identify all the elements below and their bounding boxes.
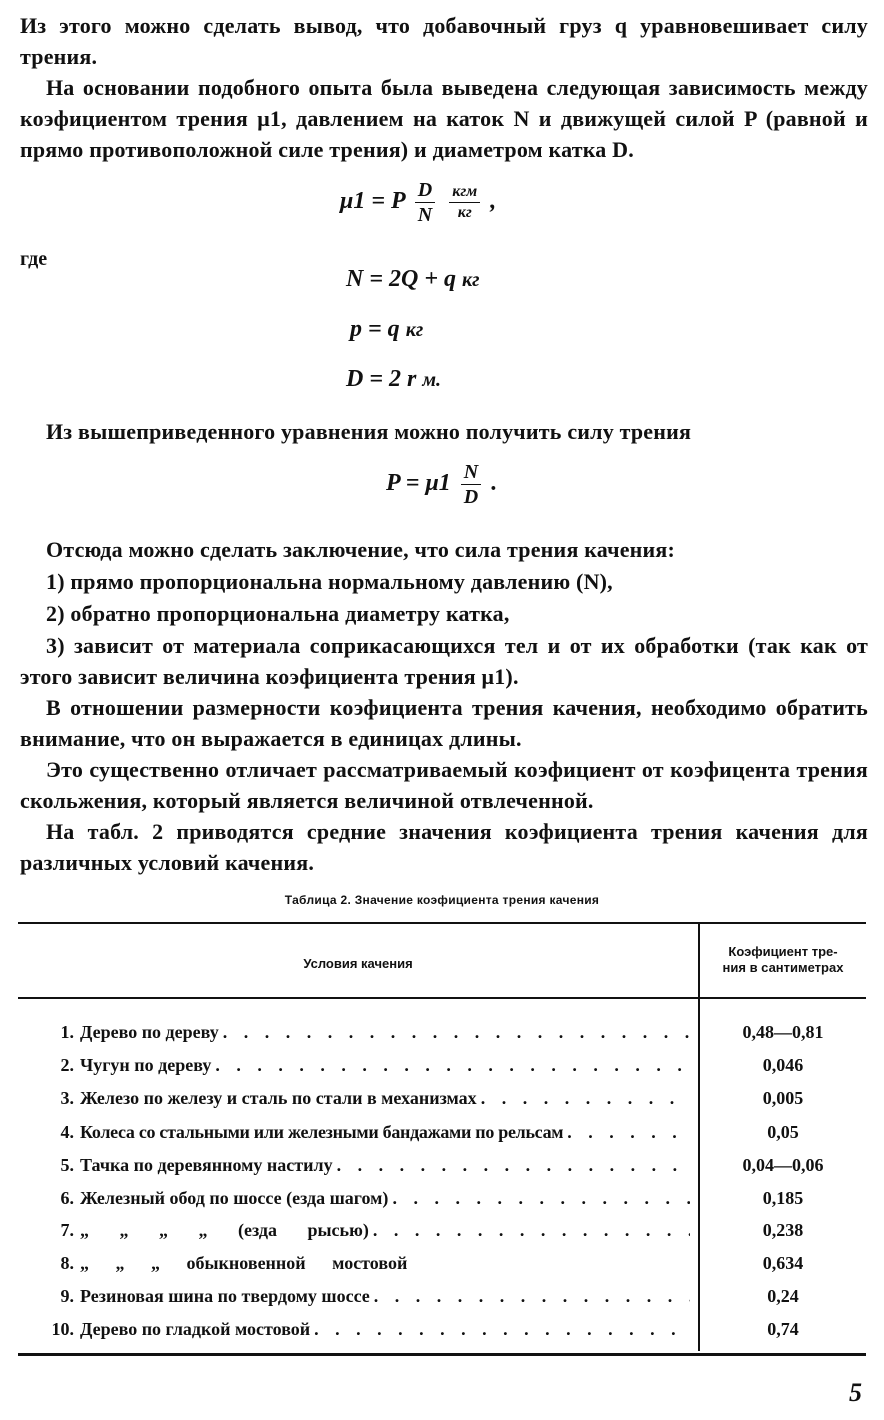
paragraph-4: Отсюда можно сделать заключение, что сила трения качения: — [46, 537, 676, 562]
formula-d-text: D = 2 r — [346, 366, 417, 392]
formula-force-tail: . — [491, 470, 498, 497]
row-leader-dots — [314, 1313, 690, 1345]
paragraph-7: На табл. 2 приводятся средние значения коэфициента трения качения для различных условий качения. — [20, 819, 868, 875]
table-row — [44, 1247, 698, 1279]
table-row — [44, 1116, 698, 1148]
row-leader-dots — [223, 1016, 690, 1048]
row-condition: „ „ „ обыкновенной мостовой — [80, 1253, 408, 1273]
row-condition: Дерево по дереву — [80, 1022, 219, 1042]
formula-n — [346, 266, 480, 293]
row-leader-dots — [481, 1082, 690, 1114]
table-header-coefficient-line2: ния в сантиметрах — [722, 960, 844, 975]
paragraph-5: В отношении размерности коэфициента трения качения, необходимо обратить внимание, что он выражается в единицах длины. — [20, 695, 868, 751]
formula-force-num: N — [461, 460, 481, 485]
row-value: 0,185 — [762, 1188, 804, 1208]
row-condition: Колеса со стальными или железными бандажами по рельсам — [80, 1122, 564, 1142]
row-condition: Дерево по гладкой мостовой — [80, 1319, 311, 1339]
formula-n-text: N = 2Q + q — [346, 266, 457, 292]
formula-mu-unit-den: кг — [457, 204, 472, 221]
formula-mu-fraction — [415, 178, 435, 227]
row-value: 0,05 — [767, 1122, 799, 1142]
list-item-2: 2) обратно пропорциональна диаметру катка, — [46, 601, 510, 626]
table-caption: Таблица 2. Значение коэфициента трения качения — [284, 893, 600, 907]
formula-force-lhs: P = μ1 — [386, 470, 451, 497]
row-number: 9. — [60, 1286, 74, 1306]
row-number: 3. — [60, 1088, 74, 1108]
table-header-rule — [18, 997, 866, 999]
row-value: 0,24 — [767, 1286, 799, 1306]
formula-p — [350, 316, 423, 343]
formula-mu-lhs: μ1 = P — [340, 188, 405, 215]
table-bottom-rule — [18, 1353, 866, 1356]
formula-d-unit: м. — [422, 369, 442, 391]
row-number: 8. — [60, 1253, 74, 1273]
row-leader-dots — [392, 1182, 690, 1214]
row-number: 7. — [60, 1220, 74, 1240]
table-header-conditions: Условия качения — [303, 956, 413, 971]
row-number: 4. — [60, 1122, 74, 1142]
row-condition: Железо по железу и сталь по стали в механизмах — [80, 1088, 477, 1108]
formula-mu — [340, 178, 496, 227]
table-row — [44, 1182, 698, 1214]
row-number: 2. — [60, 1055, 74, 1075]
row-value: 0,74 — [767, 1319, 799, 1339]
row-value: 0,634 — [762, 1253, 804, 1273]
table-header-coefficient — [700, 944, 866, 976]
formula-p-text: p = q — [350, 316, 400, 342]
row-number: 1. — [60, 1022, 74, 1042]
paragraph-1: Из этого можно сделать вывод, что добавочный груз q уравновешивает силу трения. — [20, 13, 868, 69]
table-row — [44, 1082, 698, 1114]
table-header-coefficient-line1: Коэфициент тре- — [728, 944, 838, 959]
row-condition: Тачка по деревянному настилу — [80, 1155, 333, 1175]
page-number: 5 — [849, 1378, 862, 1407]
formula-force-fraction — [461, 460, 481, 509]
formula-mu-unit-num: кгм — [449, 182, 480, 203]
list-item-3: 3) зависит от материала соприкасающихся тел и от их обработки (так как от этого зависит величина коэфициента трения μ1). — [20, 633, 868, 689]
formula-mu-num: D — [415, 178, 435, 203]
table-row — [44, 1214, 698, 1246]
formula-force — [386, 460, 497, 509]
row-value: 0,046 — [762, 1055, 804, 1075]
table-row — [44, 1049, 698, 1081]
formula-force-den: D — [463, 486, 479, 508]
table-row — [44, 1016, 698, 1048]
formula-p-unit: кг — [405, 319, 424, 341]
row-value: 0,238 — [762, 1220, 804, 1240]
row-number: 5. — [60, 1155, 74, 1175]
table-row — [44, 1149, 698, 1181]
formula-n-unit: кг — [462, 269, 480, 291]
row-value: 0,04—0,06 — [742, 1155, 824, 1175]
table-row — [44, 1280, 698, 1312]
row-leader-dots — [337, 1149, 690, 1181]
formula-d — [346, 366, 441, 393]
row-leader-dots — [373, 1214, 690, 1246]
row-leader-dots — [374, 1280, 690, 1312]
row-condition: „ „ „ „ (езда рысью) — [80, 1220, 369, 1240]
formula-mu-unit — [449, 182, 480, 223]
paragraph-3: Из вышеприведенного уравнения можно получить силу трения — [46, 419, 692, 444]
row-number: 6. — [60, 1188, 74, 1208]
formula-mu-den: N — [417, 204, 433, 226]
row-value: 0,48—0,81 — [742, 1022, 824, 1042]
paragraph-2: На основании подобного опыта была выведена следующая зависимость между коэфициентом трения μ1, давлением на каток N и движущей силой P (равной и прямо противоположной силе трения) и диаметром катка D. — [20, 75, 868, 162]
paragraph-6: Это существенно отличает рассматриваемый коэфициент от коэфицента трения скольжения, который является величиной отвлеченной. — [20, 757, 868, 813]
row-leader-dots — [215, 1049, 690, 1081]
table-row — [44, 1313, 698, 1345]
row-condition: Резиновая шина по твердому шоссе — [80, 1286, 370, 1306]
label-where: где — [20, 248, 48, 270]
row-value: 0,005 — [762, 1088, 804, 1108]
list-item-1: 1) прямо пропорциональна нормальному давлению (N), — [46, 569, 613, 594]
formula-mu-tail: , — [490, 188, 497, 215]
row-leader-dots — [567, 1116, 690, 1148]
table-top-rule — [18, 922, 866, 924]
row-condition: Чугун по дереву — [80, 1055, 212, 1075]
row-number: 10. — [51, 1319, 74, 1339]
row-condition: Железный обод по шоссе (езда шагом) — [80, 1188, 389, 1208]
